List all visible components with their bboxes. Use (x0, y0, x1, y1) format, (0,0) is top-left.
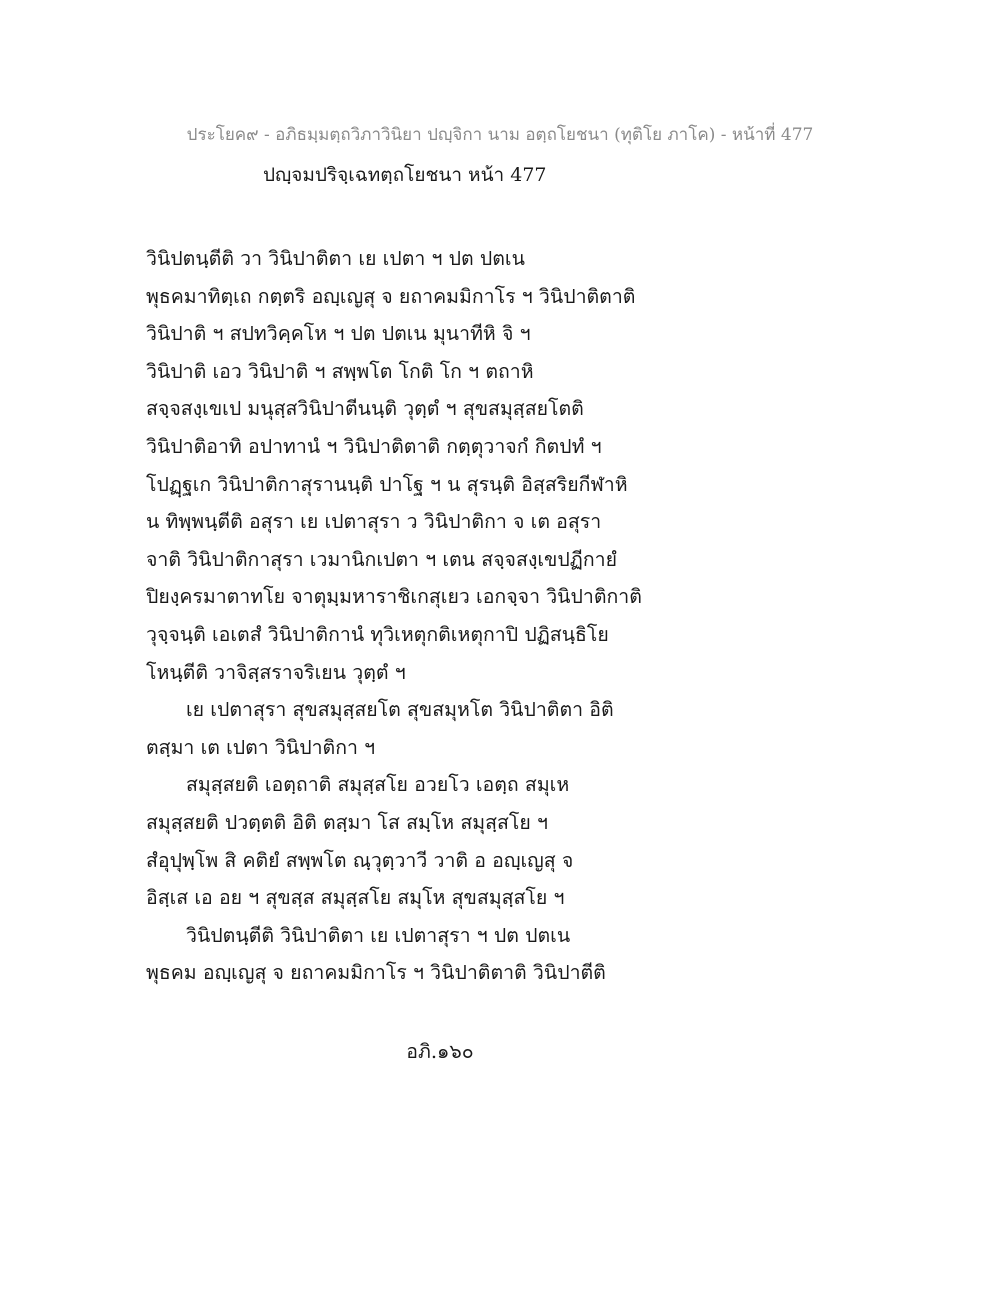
page-code: อภิ.๑๖๐ (406, 1040, 474, 1063)
body-text (146, 240, 846, 992)
text-line: วินิปาติ เอว วินิปาติ ฯ สพฺพโต โกติ โก ฯ ตถาหิ (146, 359, 534, 383)
text-line-indented: สมุสฺสยติ เอตฺถาติ สมุสฺสโย อวยโว เอตฺถ สมุเห (186, 773, 570, 797)
text-line: วินิปตนฺตีติ วา วินิปาติตา เย เปตา ฯ ปต ปตเน (146, 247, 525, 270)
text-line: วินิปาติอาทิ อปาทานํ ฯ วินิปาติตาติ กตฺตุวาจกํ กิตปทํ ฯ (146, 434, 602, 458)
text-line: ปิยงฺครมาตาทโย จาตุมฺมหาราชิเกสุเยว เอกจฺจา วินิปาติกาติ (146, 585, 642, 609)
text-line: น ทิพฺพนฺตีติ อสุรา เย เปตาสุรา ว วินิปาติกา จ เต อสุรา (146, 510, 602, 534)
text-line: วุจฺจนฺติ เอเตสํ วินิปาติกานํ ทุวิเหตุกติเหตุกาปิ ปฏิสนฺธิโย (146, 622, 609, 646)
text-line: อิสฺเส เอ อย ฯ สุขสฺส สมุสฺสโย สมุโห สุขสมุสฺสโย ฯ (146, 886, 565, 910)
text-line: สมุสฺสยติ ปวตฺตติ อิติ ตสฺมา โส สมฺโห สมุสฺสโย ฯ (146, 810, 548, 834)
text-line: พุธคมาทิตฺเถ กตฺตริ อญฺเญสุ จ ยถาคมมิกาโร ฯ วินิปาติตาติ (146, 284, 636, 308)
running-header (0, 121, 1000, 148)
text-line-indented: วินิปตนฺตีติ วินิปาติตา เย เปตาสุรา ฯ ปต ปตเน (186, 923, 571, 947)
text-line: จาติ วินิปาติกาสุรา เวมานิกเปตา ฯ เตน สจฺจสงฺเขปฏีกายํ (146, 547, 618, 571)
text-line: โปฏฺฐเก วินิปาติกาสุรานนฺติ ปาโฐ ฯ น สุรนฺติ อิสฺสริยกีฬาหิ (146, 472, 628, 496)
section-title: ปญฺจมปริจฺเฉทตฺถโยชนา หน้า 477 (263, 164, 547, 186)
text-line: สจฺจสงฺเขเป มนุสฺสวินิปาตีนนฺติ วุตฺตํ ฯ สุขสมุสฺสยโตติ (146, 397, 584, 421)
text-line-indented: เย เปตาสุรา สุขสมุสฺสยโต สุขสมุหโต วินิปาติตา อิติ (186, 698, 614, 722)
running-title: ประโยค๙ - อภิธมฺมตฺถวิภาวินิยา ปญฺจิกา นาม อตฺถโยชนา (ทุติโย ภาโค) - หน้าที่ 477 (186, 125, 814, 145)
text-line: โหนฺตีติ วาจิสฺสราจริเยน วุตฺตํ ฯ (146, 660, 406, 684)
text-line: วินิปาติ ฯ สปทวิคฺคโห ฯ ปต ปตเน มุนาทีหิ จิ ฯ (146, 322, 531, 346)
text-line: พุธคม อญฺเญสุ จ ยถาคมมิกาโร ฯ วินิปาติตาติ วินิปาตีติ (146, 961, 606, 985)
text-line: สํอุปุพฺโพ สิ คติยํ สพฺพโต ณฺวุตฺวาวี วาติ อ อญฺเญสุ จ (146, 848, 574, 872)
text-line: ตสฺมา เต เปตา วินิปาติกา ฯ (146, 735, 376, 759)
